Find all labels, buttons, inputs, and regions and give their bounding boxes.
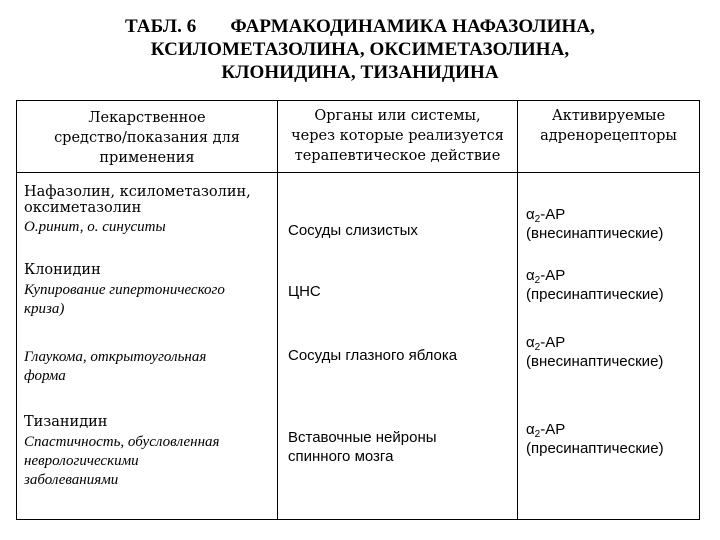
table-row-4-receptor: $\alpha_2-АР$ (пресинаптические) bbox=[526, 420, 698, 458]
table-row-2-drug: Клонидин Купирование гипертонического криза) bbox=[24, 262, 225, 317]
table-row-1-receptor: $\alpha_2-АР$ (внесинаптические) bbox=[526, 205, 698, 243]
receptor-symbol: $\alpha_2-АР$ bbox=[526, 421, 566, 440]
table-title bbox=[0, 15, 720, 84]
receptor-symbol: $\alpha_2-АР$ bbox=[526, 267, 566, 286]
table-row-4-organ: Вставочные нейроны спинного мозга bbox=[288, 429, 437, 465]
receptor-symbol: $\alpha_2-АР$ bbox=[526, 206, 566, 225]
header-organ: Органы или системы, через которые реализуется терапевтическое действие bbox=[291, 108, 504, 164]
header-drug: Лекарственное средство/показания для применения bbox=[54, 110, 240, 166]
table-row-2-organ: ЦНС bbox=[288, 283, 321, 300]
table-row-1-drug: Нафазолин, ксилометазолин, оксиметазолин O.ринит, о. синуситы bbox=[24, 184, 251, 235]
table-row-4-drug: Тизанидин Спастичность, обусловленная неврологическими заболеваниями bbox=[24, 414, 220, 488]
title-line-1 bbox=[0, 15, 720, 38]
header-receptor: Активируемые адренорецепторы bbox=[540, 108, 677, 144]
table-number: ТАБЛ. 6 bbox=[124, 16, 197, 37]
title-line-3: КЛОНИДИНА, ТИЗАНИДИНА bbox=[221, 62, 499, 83]
table-row-1-organ: Сосуды слизистых bbox=[288, 222, 418, 239]
header-divider bbox=[16, 172, 700, 173]
title-line-2: КСИЛОМЕТАЗОЛИНА, ОКСИМЕТАЗОЛИНА, bbox=[150, 39, 570, 60]
table-row-3-organ: Сосуды глазного яблока bbox=[288, 347, 458, 364]
table-row-2-receptor: $\alpha_2-АР$ (пресинаптические) bbox=[526, 266, 698, 304]
title-text-1: ФАРМАКОДИНАМИКА НАФАЗОЛИНА, bbox=[230, 16, 595, 37]
table-row-3-drug: Глаукома, открытоугольная форма bbox=[24, 349, 207, 384]
receptor-symbol: $\alpha_2-АР$ bbox=[526, 334, 566, 353]
table-row-3-receptor: $\alpha_2-АР$ (внесинаптические) bbox=[526, 333, 698, 371]
column-divider-2 bbox=[517, 100, 518, 520]
